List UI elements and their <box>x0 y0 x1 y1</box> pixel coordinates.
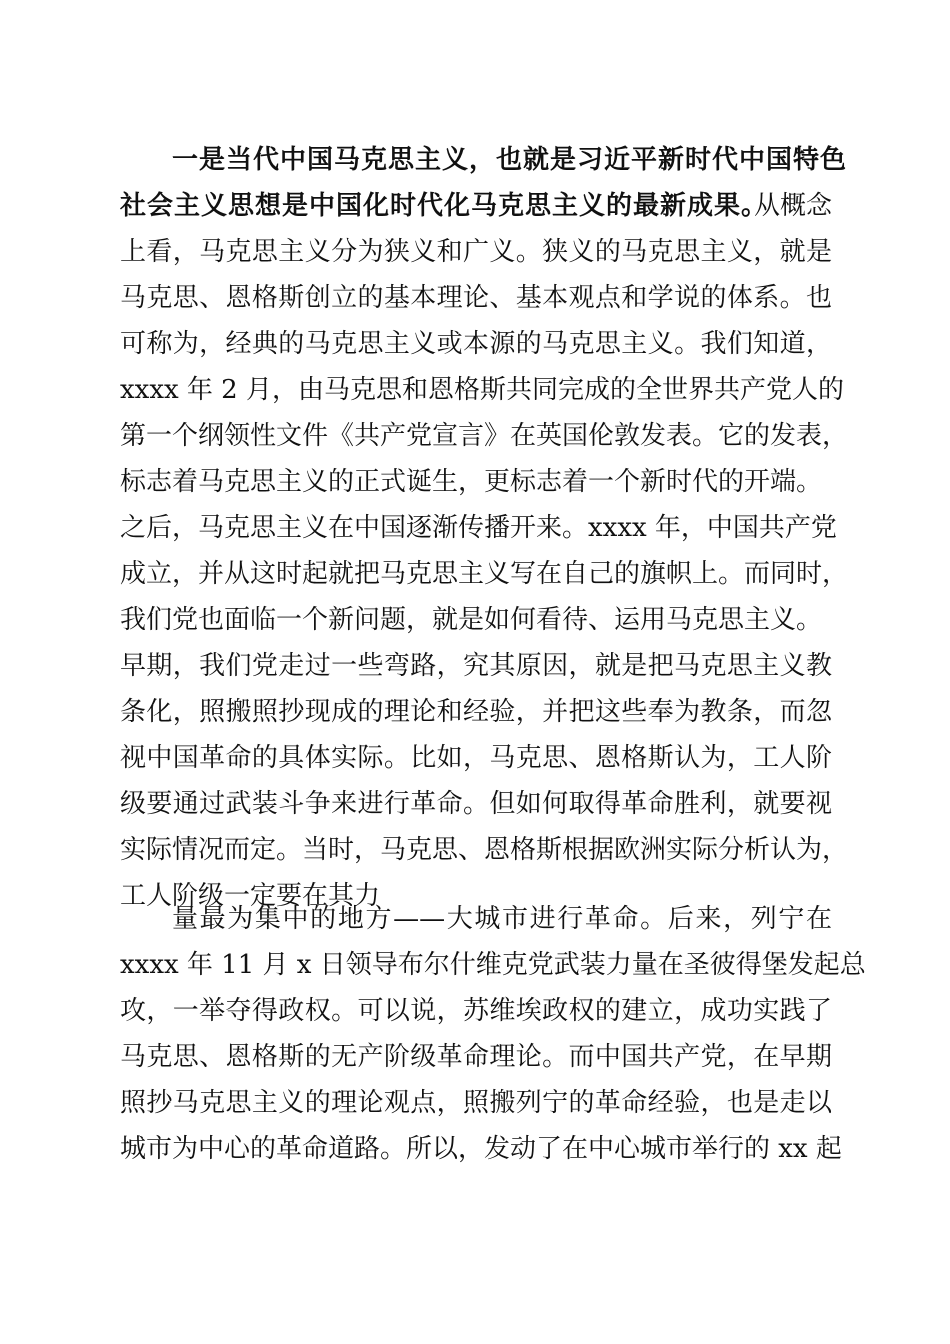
text-line: 之后，马克思主义在中国逐渐传播开来。xxxx 年，中国共产党 <box>120 513 837 543</box>
text-line: 视中国革命的具体实际。比如，马克思、恩格斯认为，工人阶 <box>120 743 832 773</box>
text-line: 早期，我们党走过一些弯路，究其原因，就是把马克思主义教 <box>120 651 832 681</box>
text-line: 上看，马克思主义分为狭义和广义。狭义的马克思主义，就是 <box>120 237 832 267</box>
text-line: 级要通过武装斗争来进行革命。但如何取得革命胜利，就要视 <box>120 789 832 819</box>
text-line: 马克思、恩格斯的无产阶级革命理论。而中国共产党，在早期 <box>120 1042 832 1072</box>
text-line: 马克思、恩格斯创立的基本理论、基本观点和学说的体系。也 <box>120 283 832 313</box>
text-line: 可称为，经典的马克思主义或本源的马克思主义。我们知道， <box>120 329 832 359</box>
heading-line-1: 一是当代中国马克思主义，也就是习近平新时代中国特色 <box>172 145 848 175</box>
text-line: 量最为集中的地方——大城市进行革命。后来，列宁在 <box>172 904 832 934</box>
paragraph-2 <box>120 896 866 1196</box>
text-line: 照抄马克思主义的理论观点，照搬列宁的革命经验，也是走以 <box>120 1088 832 1118</box>
text-line: 攻，一举夺得政权。可以说，苏维埃政权的建立，成功实践了 <box>120 996 832 1026</box>
text-line: 我们党也面临一个新问题，就是如何看待、运用马克思主义。 <box>120 605 823 635</box>
text-line: 成立，并从这时起就把马克思主义写在自己的旗帜上。而同时， <box>120 559 849 589</box>
text-line: 工人阶级一定要在其力 <box>120 881 381 911</box>
text-line: 城市为中心的革命道路。所以，发动了在中心城市举行的 xx 起 <box>120 1134 842 1164</box>
text-line: 标志着马克思主义的正式诞生，更标志着一个新时代的开端。 <box>120 467 823 497</box>
heading-line-2: 社会主义思想是中国化时代化马克思主义的最新成果。 <box>120 191 769 221</box>
text-line: 条化，照搬照抄现成的理论和经验，并把这些奉为教条，而忽 <box>120 697 832 727</box>
text-line: 从概念 <box>754 191 833 221</box>
text-line: xxxx 年 11 月 x 日领导布尔什维克党武装力量在圣彼得堡发起总 <box>120 950 866 980</box>
text-line: xxxx 年 2 月，由马克思和恩格斯共同完成的全世界共产党人的 <box>120 375 844 405</box>
text-line: 实际情况而定。当时，马克思、恩格斯根据欧洲实际分析认为， <box>120 835 849 865</box>
paragraph-1 <box>120 137 849 967</box>
text-line: 第一个纲领性文件《共产党宣言》在英国伦敦发表。它的发表， <box>120 421 849 451</box>
